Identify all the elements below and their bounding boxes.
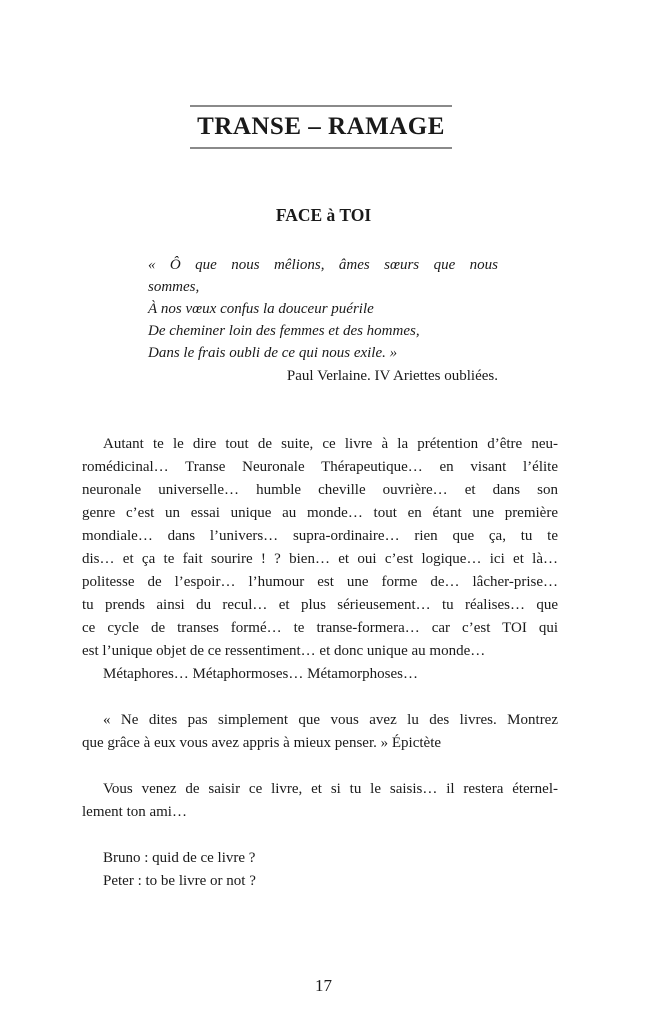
chapter-title: TRANSE – RAMAGE <box>197 113 445 140</box>
dialogue-line: Bruno : quid de ce livre ? <box>103 850 256 866</box>
paragraph-line: Métaphores… Métaphormoses… Métamorphoses… <box>103 666 418 682</box>
dialogue-line: Peter : to be livre or not ? <box>103 873 256 889</box>
paragraph-line: lement ton ami… <box>82 804 187 820</box>
paragraph-line: politesse de l’espoir… l’humour est une forme de… lâcher-prise… <box>82 574 558 590</box>
epigraph-line: « Ô que nous mêlions, âmes sœurs que nous <box>148 257 498 273</box>
quote-line: « Ne dites pas simplement que vous avez lu des livres. Montrez <box>103 712 558 728</box>
epigraph-line: De cheminer loin des femmes et des hommes, <box>148 323 420 339</box>
paragraph-line: est l’unique objet de ce ressentiment… et donc unique au monde… <box>82 643 486 659</box>
paragraph-line: neuronale universelle… humble cheville ouvrière… et dans son <box>82 482 558 498</box>
quote-line: que grâce à eux vous avez appris à mieux penser. » Épictète <box>82 735 442 751</box>
paragraph-line: dis… et ça te fait sourire ! ? bien… et oui c’est logique… ici et là… <box>82 551 558 567</box>
paragraph-line: mondiale… dans l’univers… supra-ordinaire… rien que ça, tu te <box>82 528 558 544</box>
paragraph-line: ce cycle de transes formé… te transe-formera… car c’est TOI qui <box>82 620 558 636</box>
epigraph-attribution: Paul Verlaine. IV Ariettes oubliées. <box>286 368 498 384</box>
paragraph-line: tu prends ainsi du recul… et plus sérieusement… tu réalises… que <box>82 597 558 613</box>
epigraph-line: sommes, <box>148 279 200 295</box>
epigraph-line: À nos vœux confus la douceur puérile <box>148 301 374 317</box>
section-title: FACE à TOI <box>275 205 372 225</box>
epigraph <box>148 254 498 364</box>
paragraph-line: genre c’est un essai unique au monde… tout en étant une première <box>82 505 558 521</box>
epigraph-line: Dans le frais oubli de ce qui nous exile. » <box>148 345 398 361</box>
chapter-heading-box <box>190 105 452 149</box>
paragraph-line: Autant te le dire tout de suite, ce livre à la prétention d’être neu- <box>103 436 558 452</box>
paragraph-line: romédicinal… Transe Neuronale Thérapeutique… en visant l’élite <box>82 459 558 475</box>
body-text <box>82 433 558 893</box>
paragraph-line: Vous venez de saisir ce livre, et si tu le saisis… il restera éternel- <box>103 781 558 797</box>
page-number: 17 <box>315 976 332 995</box>
